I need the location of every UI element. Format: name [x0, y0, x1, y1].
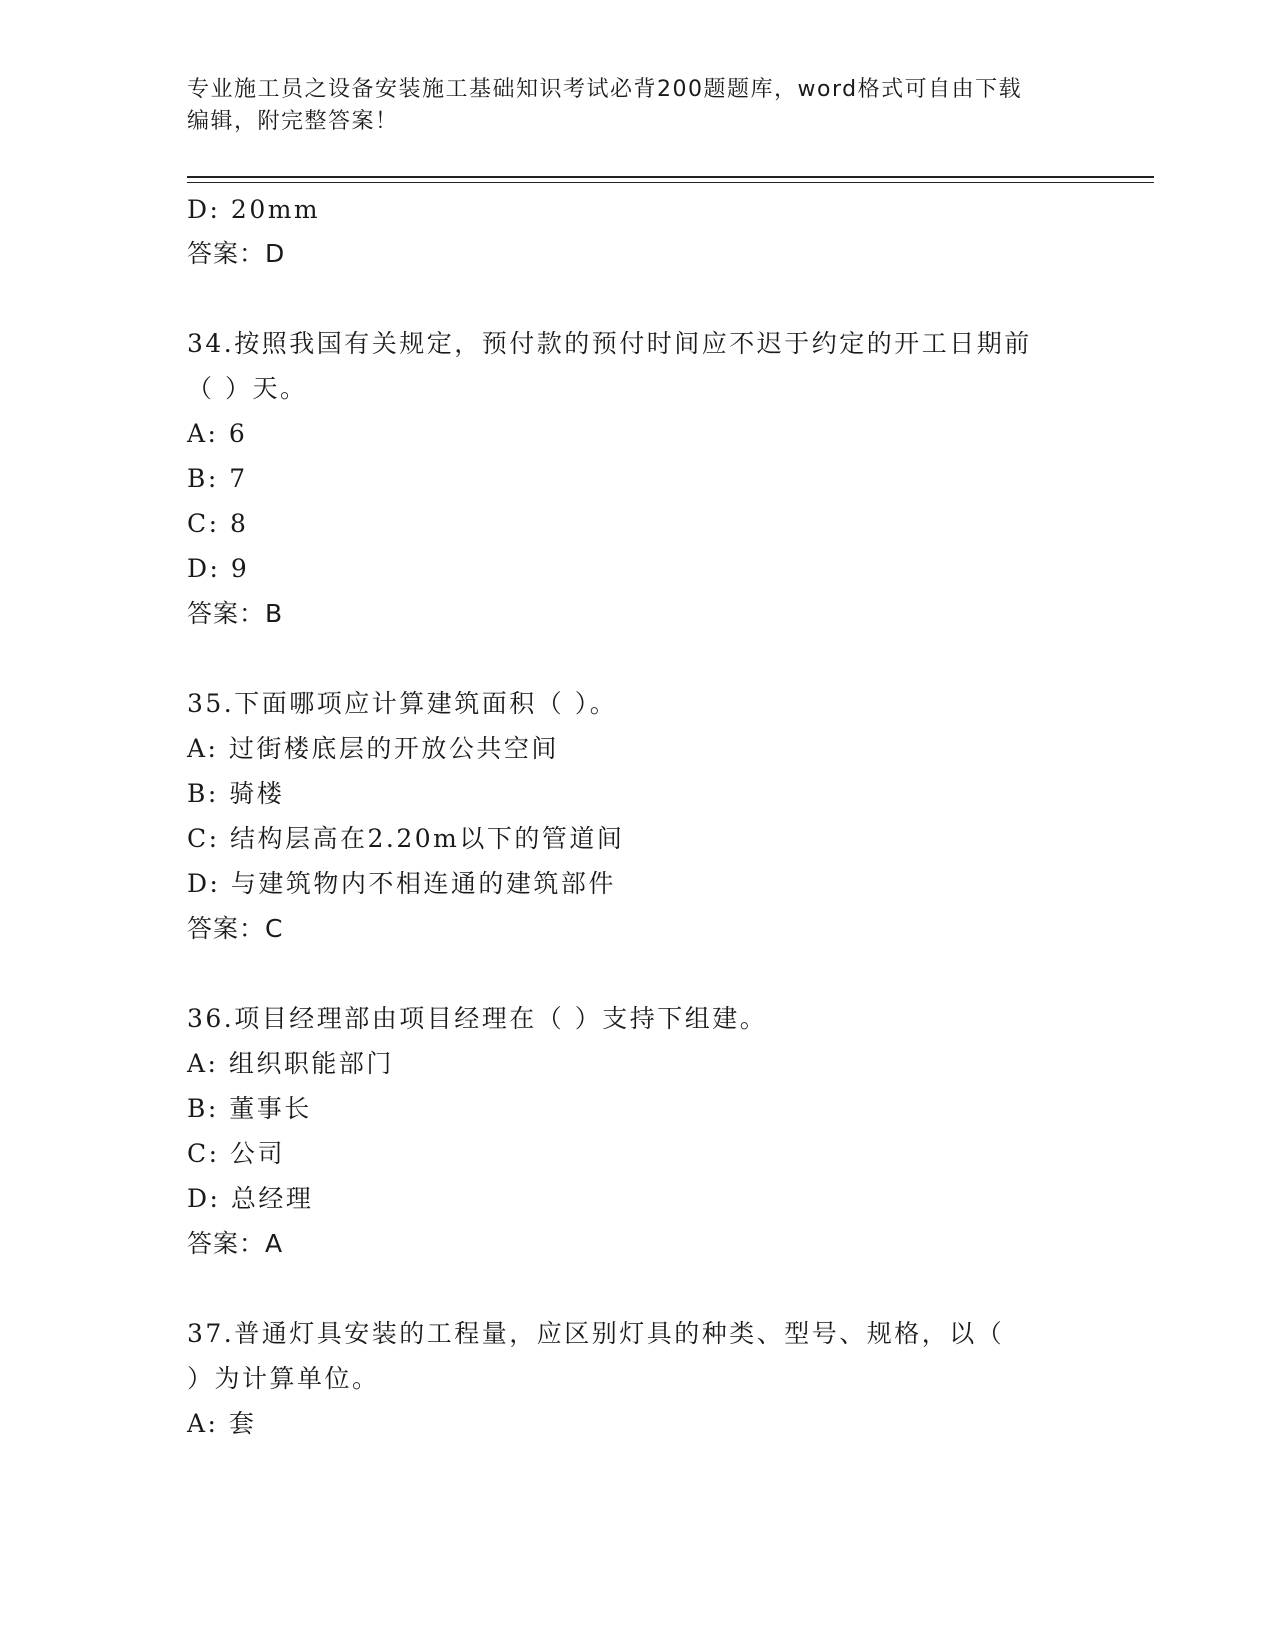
header-line-1: 专业施工员之设备安装施工基础知识考试必背200题题库，word格式可自由下载 — [187, 77, 1023, 102]
answer-line: 答案：D — [187, 239, 286, 268]
header-line-2: 编辑，附完整答案！ — [187, 109, 399, 134]
question-36-stem: 36.项目经理部由项目经理在（ ）支持下组建。 — [187, 1004, 768, 1033]
question-35-option-b: B: 骑楼 — [187, 779, 285, 808]
page-header — [187, 74, 1087, 138]
header-divider-thin — [187, 182, 1154, 183]
option-d: D: 20mm — [187, 195, 321, 224]
question-36-option-a: A: 组织职能部门 — [187, 1049, 394, 1078]
question-35-option-d: D: 与建筑物内不相连通的建筑部件 — [187, 869, 616, 898]
question-36-option-d: D: 总经理 — [187, 1184, 314, 1213]
question-36-option-b: B: 董事长 — [187, 1094, 312, 1123]
question-34-option-c: C: 8 — [187, 509, 249, 538]
question-35-answer: 答案：C — [187, 914, 284, 943]
question-35-option-c: C: 结构层高在2.20m以下的管道间 — [187, 824, 625, 853]
question-34-option-d: D: 9 — [187, 554, 250, 583]
question-37-stem-line-1: 37.普通灯具安装的工程量，应区别灯具的种类、型号、规格，以（ — [187, 1319, 1005, 1348]
question-37-stem-line-2: ）为计算单位。 — [187, 1364, 380, 1393]
question-37-option-a: A: 套 — [187, 1409, 257, 1438]
question-34-option-a: A: 6 — [187, 419, 248, 448]
question-34-answer: 答案：B — [187, 599, 284, 628]
question-34-stem-line-2: （ ）天。 — [187, 374, 308, 403]
header-divider-thick — [187, 176, 1154, 178]
question-34-option-b: B: 7 — [187, 464, 248, 493]
question-34-stem-line-1: 34.按照我国有关规定，预付款的预付时间应不迟于约定的开工日期前 — [187, 329, 1032, 358]
question-36-answer: 答案：A — [187, 1229, 284, 1258]
question-35-stem: 35.下面哪项应计算建筑面积（ ）。 — [187, 689, 618, 718]
question-35-option-a: A: 过街楼底层的开放公共空间 — [187, 734, 559, 763]
question-36-option-c: C: 公司 — [187, 1139, 285, 1168]
